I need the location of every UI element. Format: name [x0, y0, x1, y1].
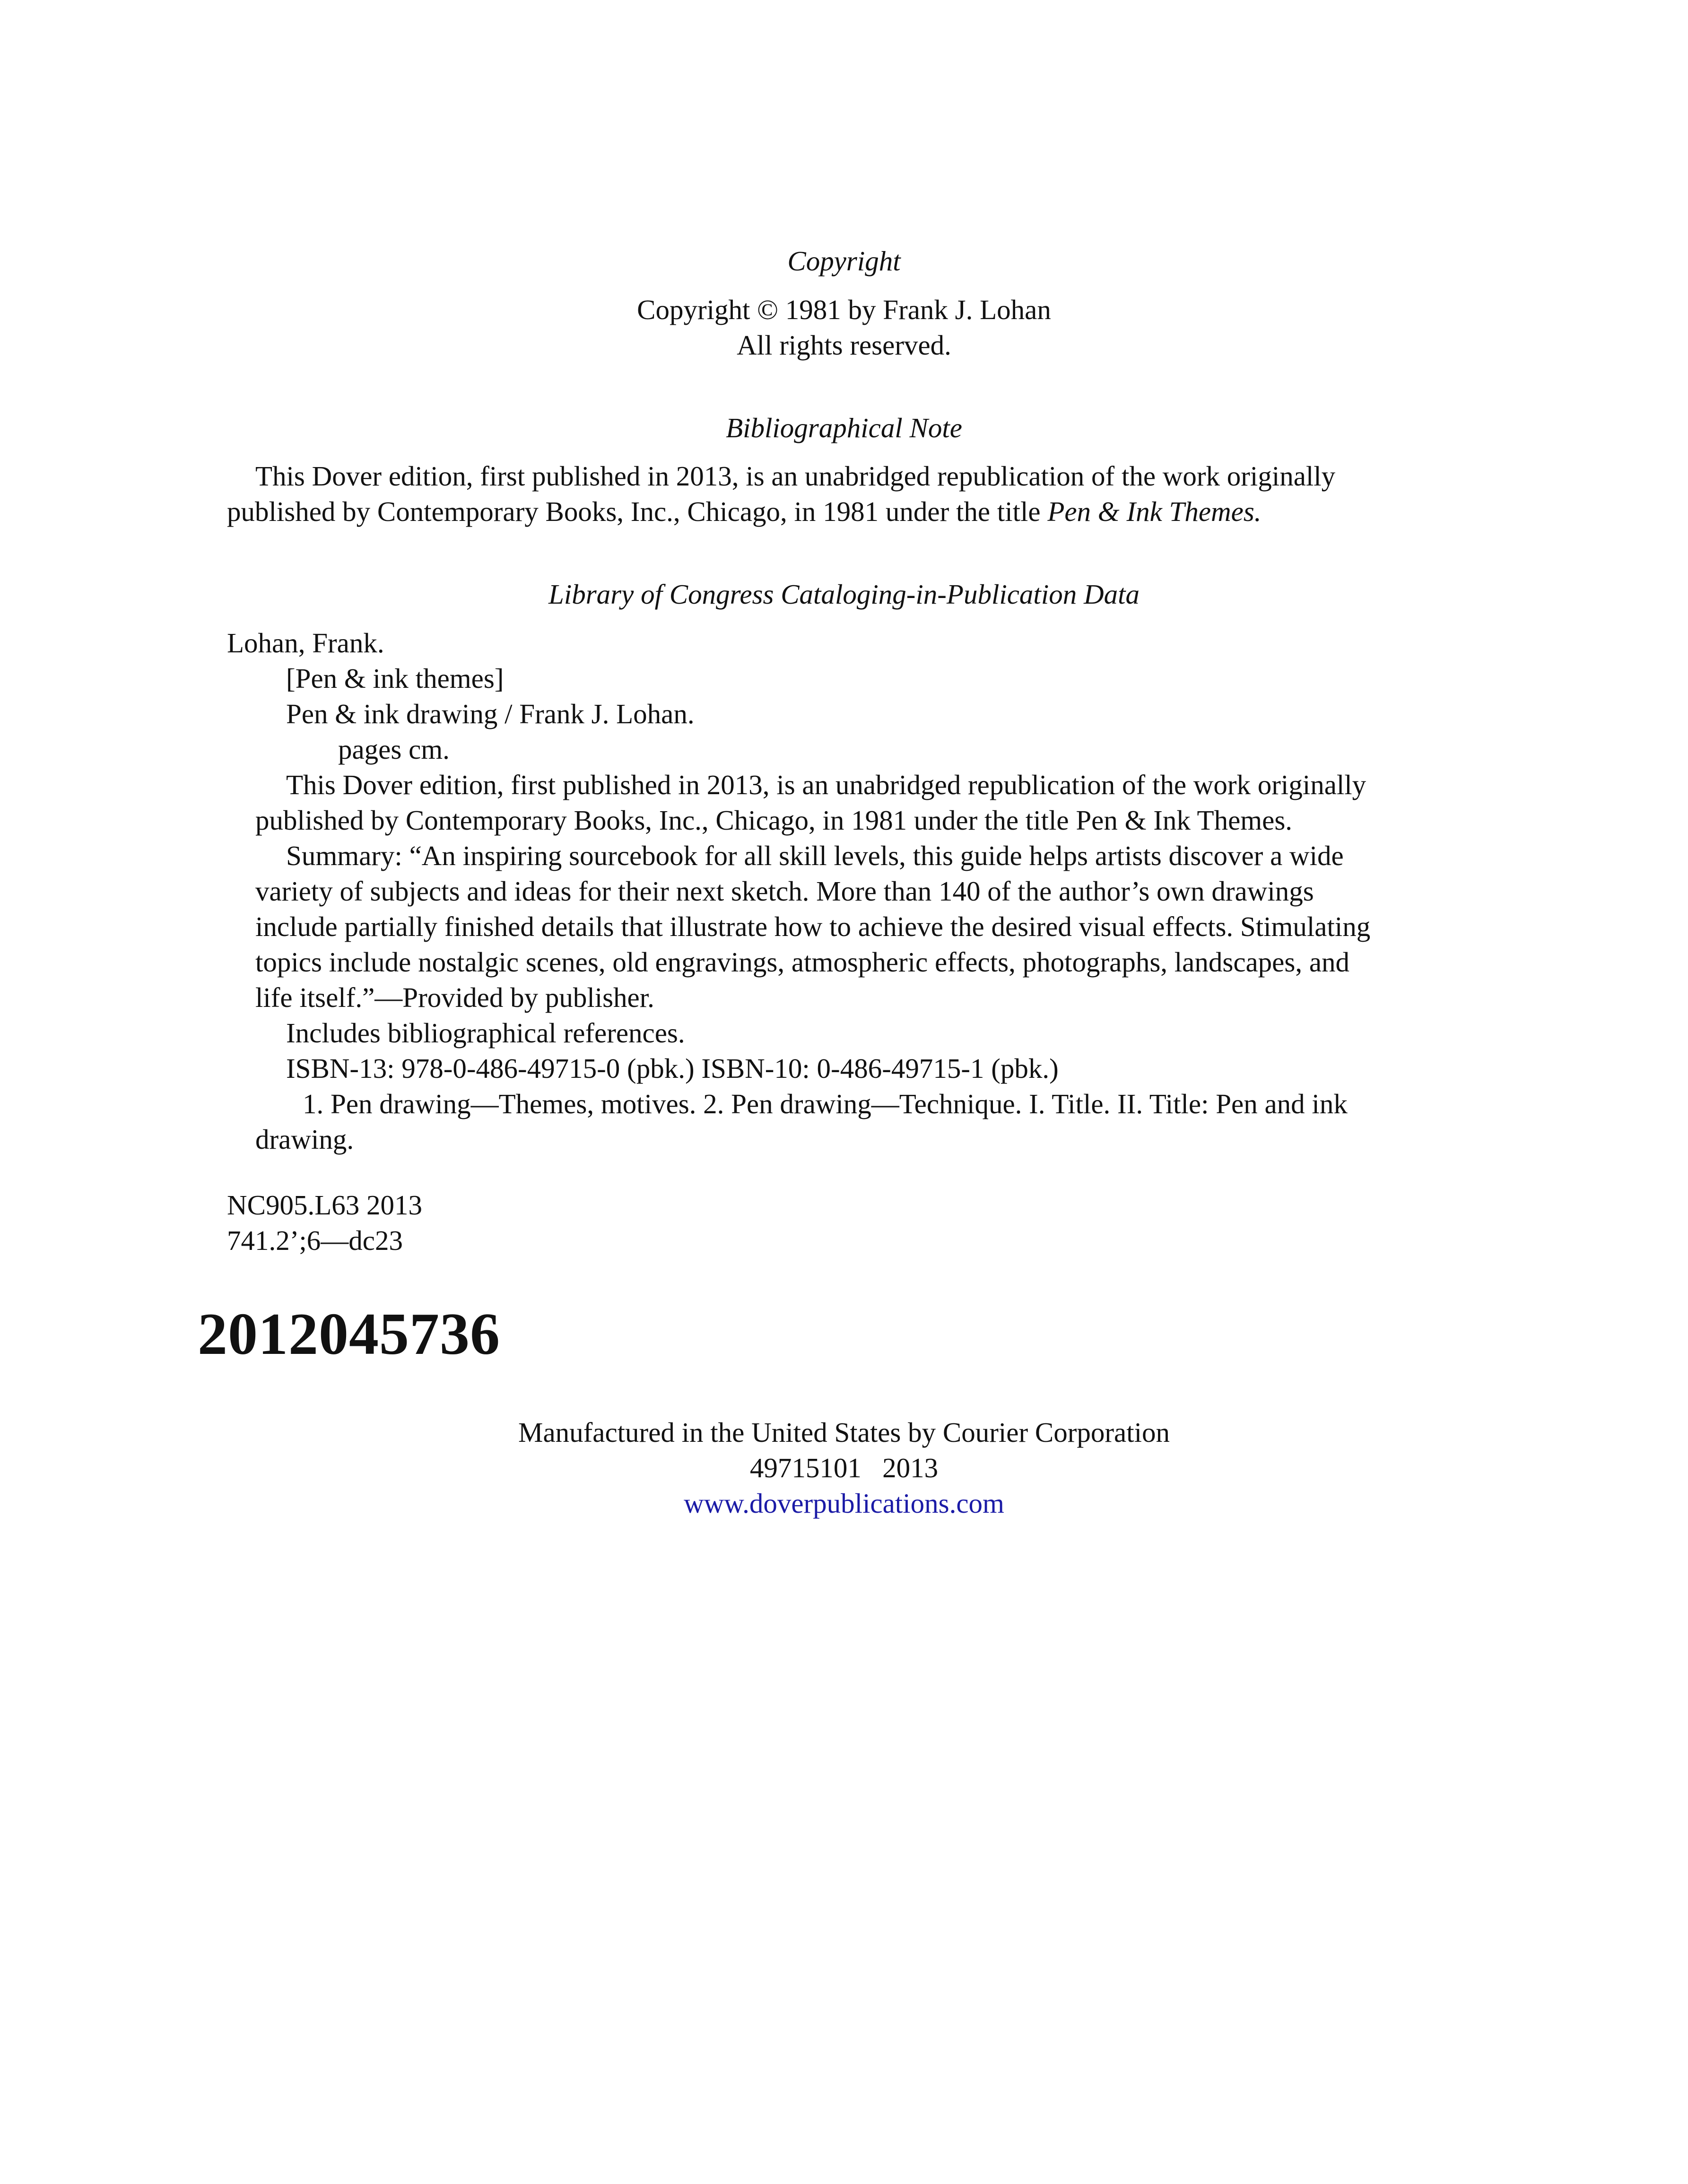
cip-author: Lohan, Frank. — [227, 627, 384, 659]
cip-summary-line-1: Summary: “An inspiring sourcebook for all skill levels, this guide helps artists discover a wide — [286, 840, 1344, 871]
bibliographical-note-line-2 — [227, 494, 1262, 529]
cip-pages: pages cm. — [338, 734, 450, 765]
manufactured-line: Manufactured in the United States by Courier Corporation — [518, 1417, 1170, 1448]
cip-title: Pen & ink drawing / Frank J. Lohan. — [286, 698, 695, 729]
website-link[interactable]: www.doverpublications.com — [684, 1488, 1004, 1519]
cip-summary-line-4: topics include nostalgic scenes, old engravings, atmospheric effects, photographs, landscapes, and — [255, 946, 1350, 978]
cip-summary-line-3: include partially finished details that illustrate how to achieve the desired visual effects. Stimulating — [255, 911, 1371, 942]
cip-summary-line-2: variety of subjects and ideas for their next sketch. More than 140 of the author’s own drawings — [255, 875, 1314, 907]
website-line — [0, 1486, 1688, 1521]
cip-note-line-2: published by Contemporary Books, Inc., Chicago, in 1981 under the title Pen & Ink Themes. — [255, 805, 1293, 836]
lccn-number: 2012045736 — [198, 1301, 500, 1367]
lc-class-number: NC905.L63 2013 — [227, 1189, 422, 1221]
rights-reserved-line: All rights reserved. — [737, 329, 951, 361]
cip-summary-line-5: life itself.”—Provided by publisher. — [255, 982, 654, 1013]
print-code: 49715101 2013 — [749, 1452, 939, 1483]
cip-heading: Library of Congress Cataloging-in-Publication Data — [548, 579, 1140, 610]
cip-subjects-line-1: 1. Pen drawing—Themes, motives. 2. Pen drawing—Technique. I. Title. II. Title: Pen and ink — [303, 1088, 1348, 1119]
bibliographical-note-line-1: This Dover edition, first published in 2013, is an unabridged republication of the work originally — [255, 460, 1336, 492]
bibliographical-note-text: published by Contemporary Books, Inc., Chicago, in 1981 under the title — [227, 496, 1048, 527]
original-title: Pen & Ink Themes. — [1047, 496, 1262, 527]
cip-subjects-line-2: drawing. — [255, 1124, 354, 1155]
copyright-line: Copyright © 1981 by Frank J. Lohan — [637, 294, 1051, 325]
bibliographical-note-heading: Bibliographical Note — [726, 412, 962, 443]
cip-isbn: ISBN-13: 978-0-486-49715-0 (pbk.) ISBN-10: 0-486-49715-1 (pbk.) — [286, 1053, 1059, 1084]
cip-uniform-title: [Pen & ink themes] — [286, 663, 504, 694]
dewey-number: 741.2’;6—dc23 — [227, 1225, 403, 1256]
cip-note-line-1: This Dover edition, first published in 2013, is an unabridged republication of the work originally — [286, 769, 1366, 800]
cip-references: Includes bibliographical references. — [286, 1017, 685, 1049]
copyright-heading: Copyright — [787, 245, 901, 277]
